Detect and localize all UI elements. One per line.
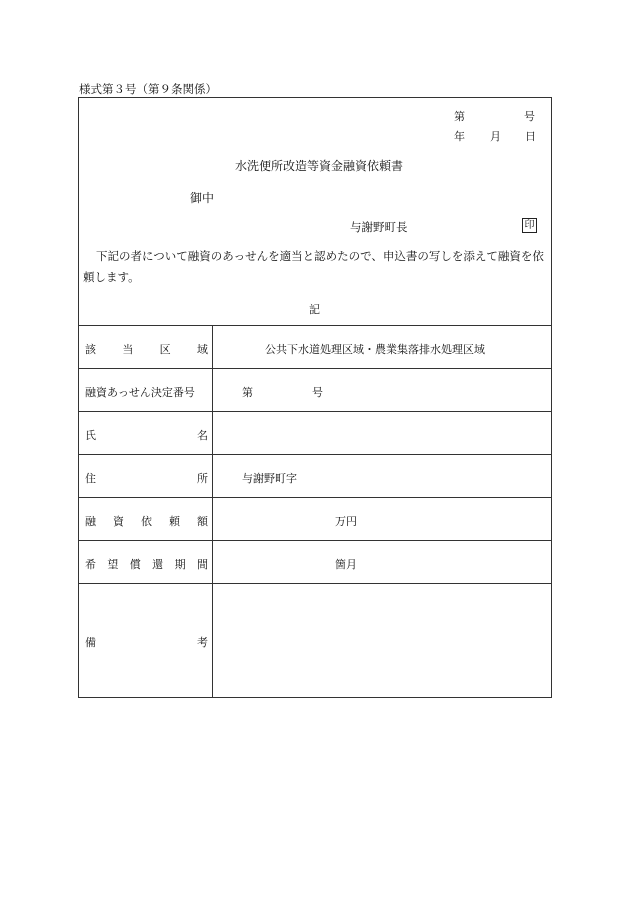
row-decision-number-label: 融資あっせん決定番号	[85, 386, 195, 399]
date-day: 日	[525, 130, 536, 143]
label-char: 域	[196, 343, 208, 356]
row-divider	[79, 540, 551, 541]
loan-amount-field[interactable]: 万円	[335, 515, 357, 528]
seal-mark	[522, 218, 537, 233]
row-divider	[79, 411, 551, 412]
row-decision-number-suffix: 号	[312, 386, 323, 399]
label-char: 還	[152, 558, 164, 571]
label-char: 融	[85, 515, 96, 528]
addressee-suffix: 御中	[190, 191, 215, 205]
label-char: 額	[197, 515, 208, 528]
label-char: 希	[85, 558, 96, 571]
label-char: 所	[197, 472, 208, 485]
label-char: 頼	[169, 515, 180, 528]
body-text-line-1: 下記の者について融資のあっせんを適当と認めたので、申込書の写しを添えて融資を依	[96, 249, 544, 263]
body-text-line-2: 頼します。	[83, 270, 140, 284]
row-divider	[79, 368, 551, 369]
request-form	[78, 97, 552, 698]
row-repayment-period-label	[85, 556, 208, 572]
row-divider	[79, 454, 551, 455]
label-char: 依	[141, 515, 152, 528]
label-char: 考	[197, 636, 208, 649]
table-top-line	[79, 325, 551, 326]
label-char: 名	[197, 429, 208, 442]
form-number-label: 様式第３号（第９条関係）	[79, 82, 217, 96]
label-char: 期	[174, 558, 186, 571]
name-field[interactable]	[215, 414, 549, 451]
date-month: 月	[490, 130, 501, 143]
repayment-period-field[interactable]: 箇月	[335, 558, 357, 571]
issuer-name: 与謝野町長	[350, 220, 408, 234]
remarks-field[interactable]	[215, 586, 549, 694]
row-address-label	[85, 470, 208, 486]
column-divider	[212, 325, 213, 698]
label-char: 備	[85, 636, 96, 649]
document-date[interactable]	[454, 128, 536, 144]
row-divider	[79, 583, 551, 584]
address-field[interactable]: 与謝野町字	[242, 472, 297, 485]
date-year: 年	[454, 130, 465, 143]
label-char: 住	[85, 472, 96, 485]
label-char: 区	[159, 343, 171, 356]
label-char: 氏	[85, 429, 96, 442]
decision-number-field[interactable]	[259, 377, 309, 403]
label-char: 該	[85, 343, 96, 356]
row-name-label	[85, 427, 208, 443]
number-prefix: 第	[454, 110, 465, 123]
document-number[interactable]	[454, 108, 535, 124]
label-char: 望	[107, 558, 119, 571]
number-suffix: 号	[524, 110, 535, 123]
document-title: 水洗便所改造等資金融資依頼書	[235, 159, 404, 173]
row-divider	[79, 497, 551, 498]
seal-icon: 印	[522, 218, 537, 233]
row-area-label	[85, 341, 208, 357]
label-char: 償	[129, 558, 141, 571]
row-area-value: 公共下水道処理区域・農業集落排水処理区域	[265, 343, 485, 356]
row-remarks-label	[85, 634, 208, 650]
label-char: 資	[113, 515, 124, 528]
row-decision-number-prefix: 第	[242, 386, 253, 399]
label-char: 当	[122, 343, 134, 356]
label-char: 間	[196, 558, 208, 571]
row-loan-amount-label	[85, 513, 208, 529]
ki-heading: 記	[309, 303, 320, 316]
